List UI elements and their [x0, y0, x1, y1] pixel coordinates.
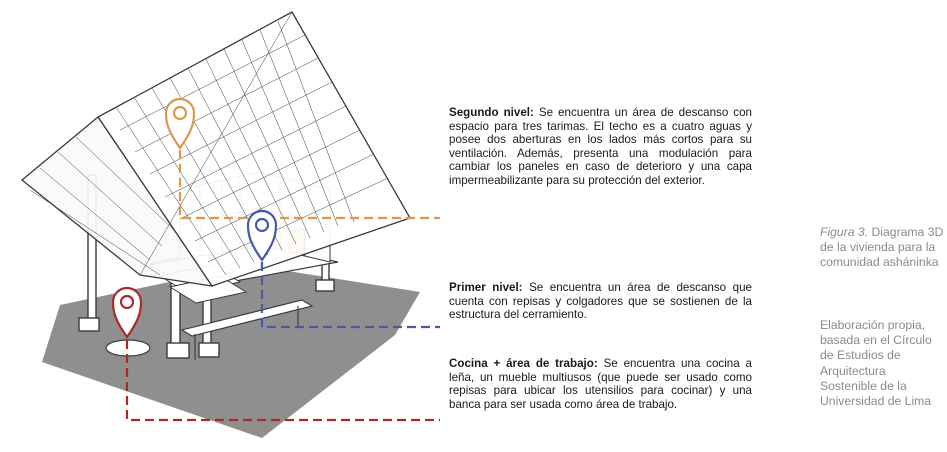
upper-level-text: Se encuentra un área de descanso con espacio para tres tarimas. El techo es a cuatro aguas y posee dos aberturas en los lados más cortos para su ventilación. Además, presenta una modulación para cambiar los paneles en caso de deterioro y una capa impermeabilizante para su protección del exterior.	[449, 106, 752, 187]
first-level-text: Se encuentra un área de descanso que cuenta con repisas y colgadores que se sostienen de la estructura del cerramiento.	[449, 281, 752, 322]
kitchen-label: Cocina + área de trabajo:	[449, 357, 598, 370]
figure-caption-text: Diagrama 3D de la vivienda para la comunidad asháninka	[820, 225, 944, 270]
upper-level-description	[449, 106, 752, 188]
upper-level-label: Segundo nivel:	[449, 106, 534, 119]
kitchen-description	[449, 357, 752, 411]
first-level-description	[449, 281, 752, 322]
kitchen-text: Se encuentra una cocina a leña, un mueble multiusos (que puede ser usado como repisas para ubicar los utensilios para cocinar) y una banca para ser usada como área de trabajo.	[449, 357, 752, 411]
figure-caption	[820, 225, 945, 271]
source-caption: Elaboración propia, basada en el Círculo de Estudios de Arquitectura Sostenible de la Universidad de Lima	[820, 318, 932, 409]
figure-label: Figura 3.	[820, 225, 869, 239]
first-level-label: Primer nivel:	[449, 281, 523, 294]
roof	[22, 12, 410, 286]
